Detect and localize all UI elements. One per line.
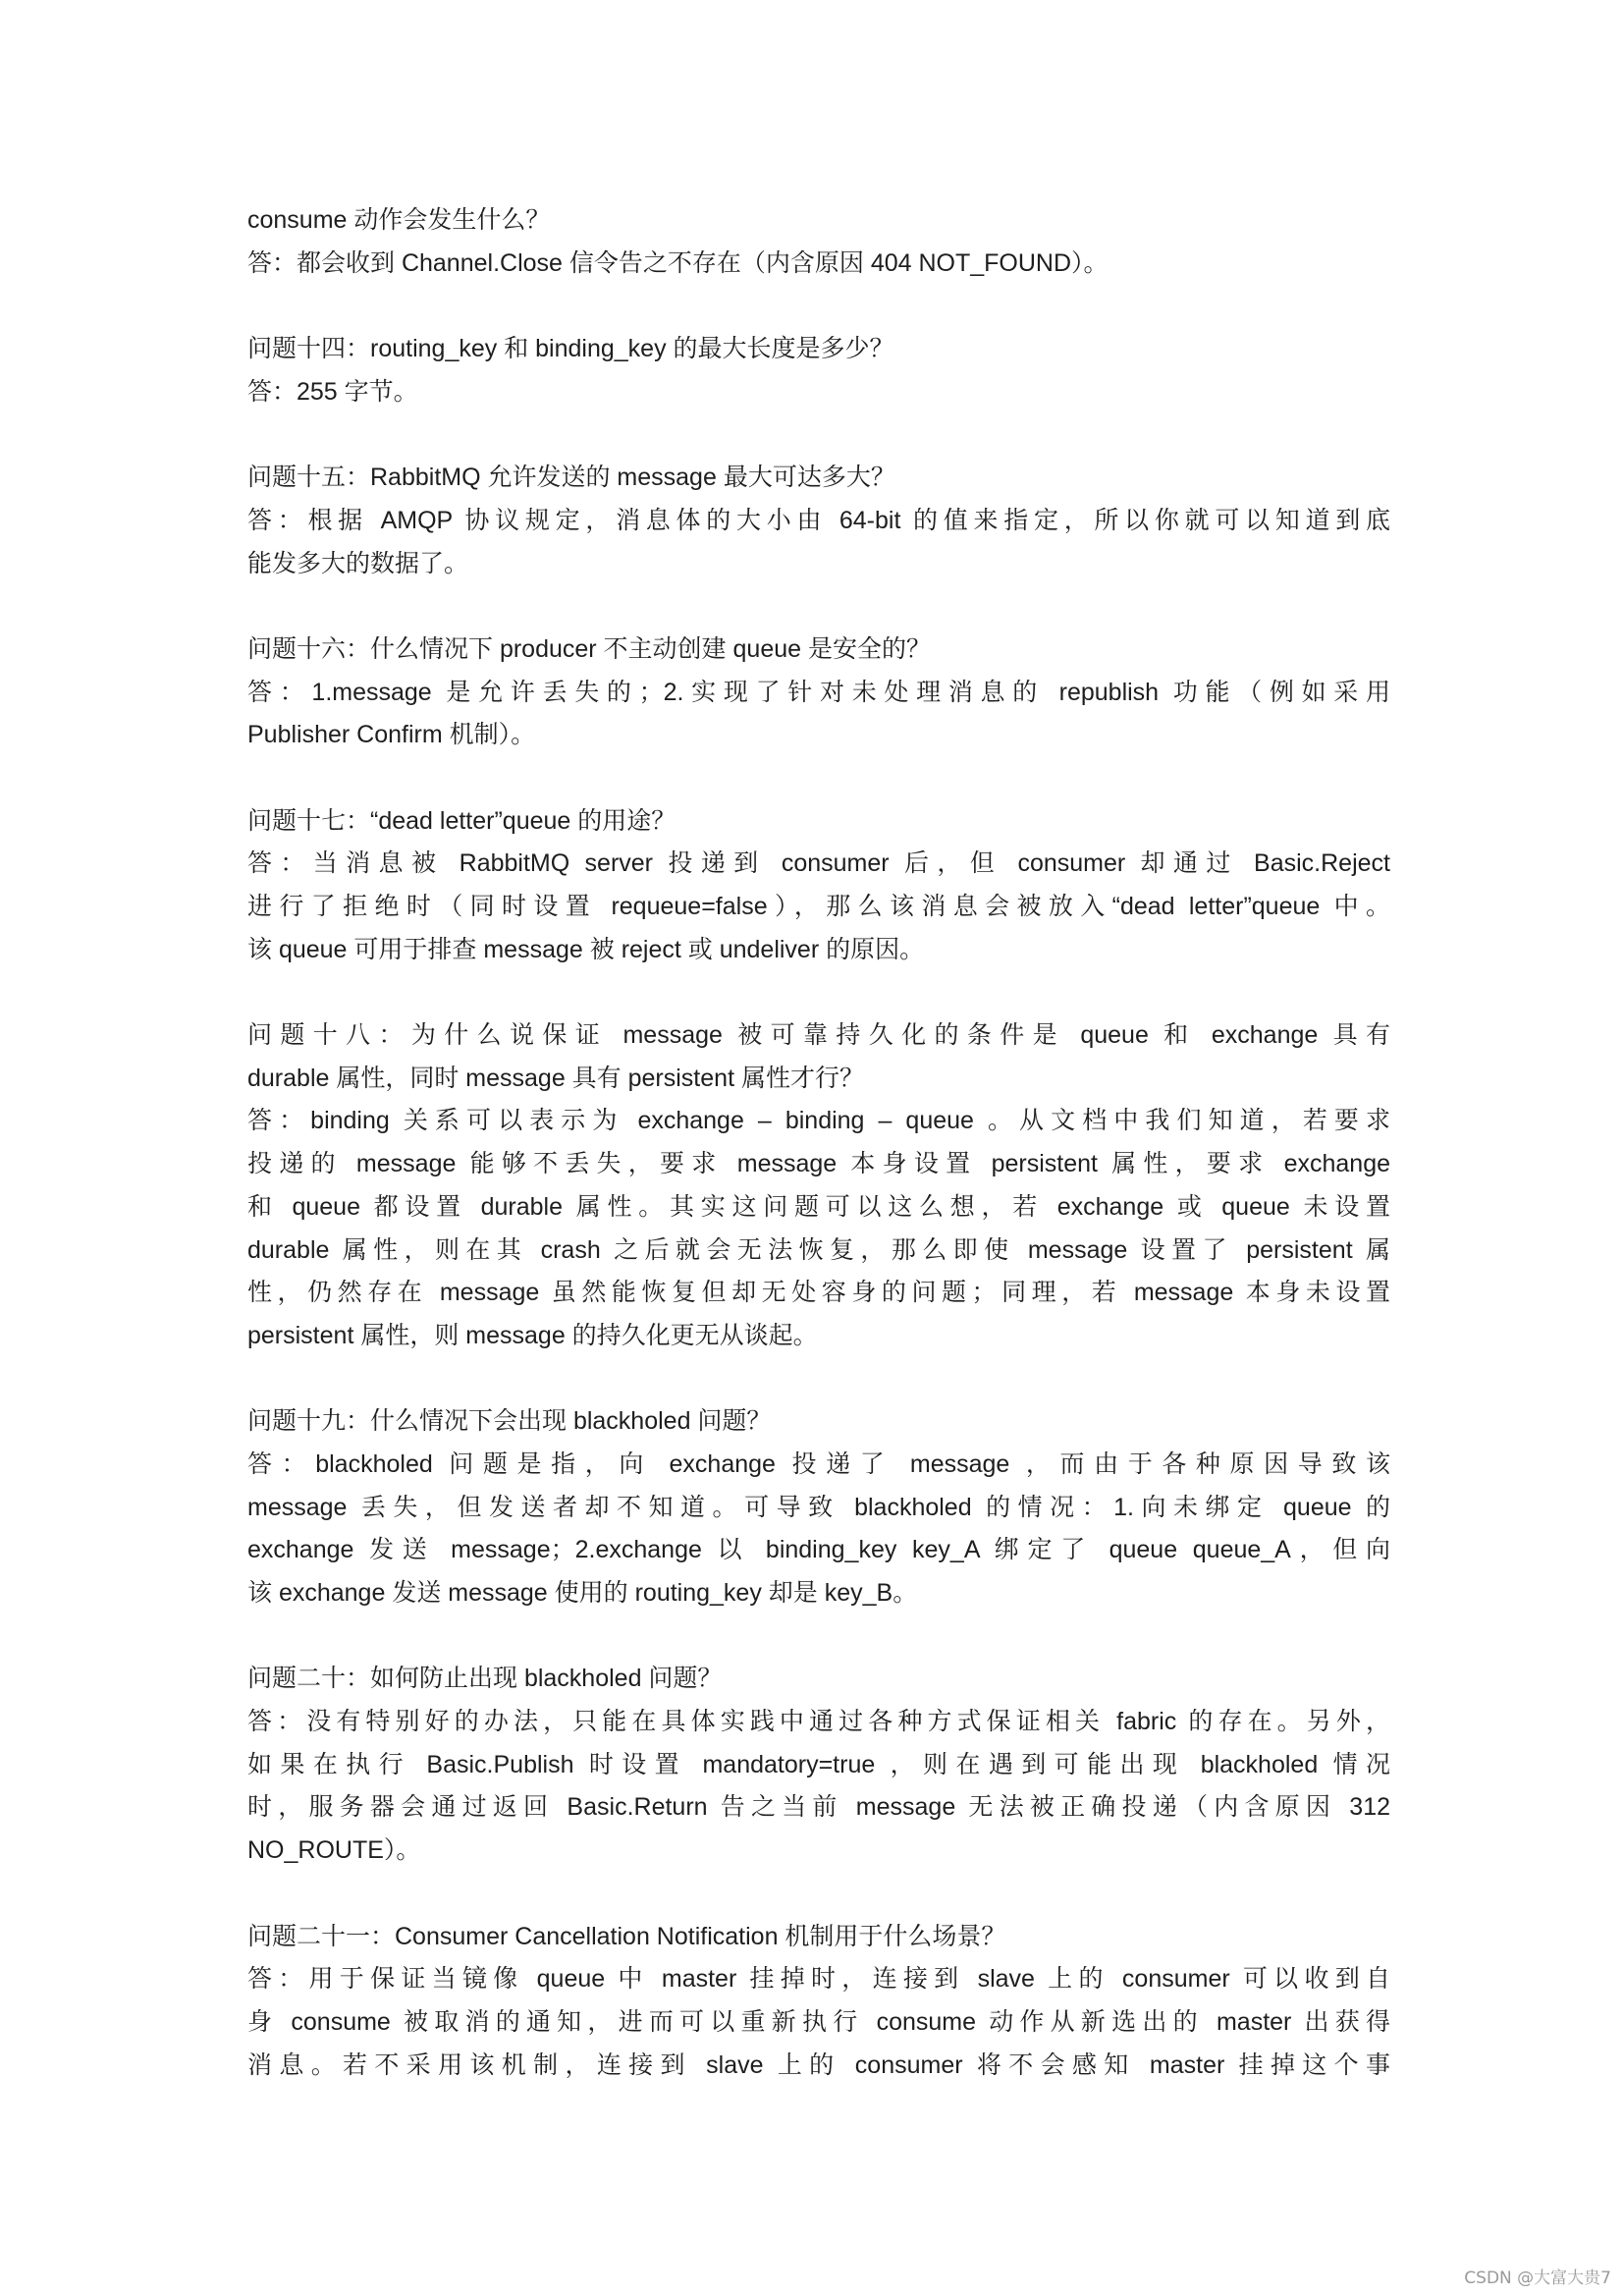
document-body <box>247 199 1390 2130</box>
answer-line: message 丢失，但发送者却不知道。可导致 blackholed 的情况：1.向未绑定 queue 的 <box>247 1493 1390 1521</box>
qa-block <box>247 1916 1390 2088</box>
answer-line: 答：255 字节。 <box>247 377 418 406</box>
answer-line: 性，仍然存在 message 虽然能恢复但却无处容身的问题；同理，若 message 本身未设置 <box>247 1279 1390 1307</box>
qa-block <box>247 800 1390 972</box>
answer-line: 答：都会收到 Channel.Close 信令告之不存在（内含原因 404 NOT_FOUND）。 <box>247 248 1109 277</box>
answer-line: persistent 属性，则 message 的持久化更无从谈起。 <box>247 1321 818 1349</box>
answer-line: 投递的 message 能够不丢失，要求 message 本身设置 persistent 属性，要求 exchange <box>247 1150 1390 1178</box>
qa-block <box>247 457 1390 585</box>
question-line: 问题二十一：Consumer Cancellation Notification 机制用于什么场景？ <box>247 1922 1006 1950</box>
answer-line: 该 queue 可用于排查 message 被 reject 或 undeliver 的原因。 <box>247 935 925 963</box>
question-line: durable 属性，同时 message 具有 persistent 属性才行？ <box>247 1064 864 1092</box>
question-line: 问题十四：routing_key 和 binding_key 的最大长度是多少？ <box>247 335 894 363</box>
question-line: 问题十五：RabbitMQ 允许发送的 message 最大可达多大？ <box>247 464 895 492</box>
qa-block <box>247 1658 1390 1872</box>
answer-line: durable 属性，则在其 crash 之后就会无法恢复，那么即使 message 设置了 persistent 属 <box>247 1235 1390 1264</box>
question-line: 问题十八：为什么说保证 message 被可靠持久化的条件是 queue 和 exchange 具有 <box>247 1021 1390 1050</box>
answer-line: 答：当消息被 RabbitMQ server 投递到 consumer 后，但 consumer 却通过 Basic.Reject <box>247 849 1390 878</box>
qa-block <box>247 629 1390 757</box>
qa-block <box>247 1400 1390 1614</box>
answer-line: 身 consume 被取消的通知，进而可以重新执行 consume 动作从新选出的 master 出获得 <box>247 2007 1390 2036</box>
answer-line: 进行了拒绝时（同时设置 requeue=false），那么该消息会被放入“dead letter”queue 中。 <box>247 893 1390 920</box>
csdn-watermark: CSDN @大富大贵7 <box>1464 2269 1611 2288</box>
question-line: 问题十九：什么情况下会出现 blackholed 问题？ <box>247 1407 772 1436</box>
answer-line: 答：没有特别好的办法，只能在具体实践中通过各种方式保证相关 fabric 的存在。另外， <box>247 1708 1390 1736</box>
question-line: consume 动作会发生什么？ <box>247 206 551 234</box>
question-line: 问题十七：“dead letter”queue 的用途？ <box>247 806 676 835</box>
answer-line: 答：blackholed 问题是指，向 exchange 投递了 message ，而由于各种原因导致该 <box>247 1449 1390 1478</box>
qa-block <box>247 199 1390 285</box>
answer-line: NO_ROUTE）。 <box>247 1836 421 1865</box>
qa-block <box>247 328 1390 413</box>
answer-line: 能发多大的数据了。 <box>247 549 469 577</box>
answer-line: 和 queue 都设置 durable 属性。其实这问题可以这么想，若 exchange 或 queue 未设置 <box>247 1192 1390 1221</box>
answer-line: exchange 发送 message；2.exchange 以 binding_key key_A 绑定了 queue queue_A，但向 <box>247 1536 1390 1564</box>
answer-line: Publisher Confirm 机制）。 <box>247 721 536 749</box>
answer-line: 该 exchange 发送 message 使用的 routing_key 却是 key_B。 <box>247 1579 918 1607</box>
answer-line: 答：用于保证当镜像 queue 中 master 挂掉时，连接到 slave 上的 consumer 可以收到自 <box>247 1965 1390 1994</box>
qa-block <box>247 1014 1390 1358</box>
answer-line: 时，服务器会通过返回 Basic.Return 告之当前 message 无法被正确投递（内含原因 312 <box>247 1793 1390 1822</box>
answer-line: 消息。若不采用该机制，连接到 slave 上的 consumer 将不会感知 master 挂掉这个事 <box>247 2050 1390 2079</box>
answer-line: 答：binding 关系可以表示为 exchange – binding – queue 。从文档中我们知道，若要求 <box>247 1107 1390 1135</box>
question-line: 问题十六：什么情况下 producer 不主动创建 queue 是安全的？ <box>247 634 931 663</box>
question-line: 问题二十：如何防止出现 blackholed 问题？ <box>247 1665 723 1693</box>
answer-line: 答：根据 AMQP 协议规定，消息体的大小由 64-bit 的值来指定，所以你就可以知道到底 <box>247 506 1390 534</box>
answer-line: 如果在执行 Basic.Publish 时设置 mandatory=true ，则在遇到可能出现 blackholed 情况 <box>247 1750 1390 1778</box>
answer-line: 答：1.message 是允许丢失的；2.实现了针对未处理消息的 republish 功能（例如采用 <box>247 678 1390 706</box>
